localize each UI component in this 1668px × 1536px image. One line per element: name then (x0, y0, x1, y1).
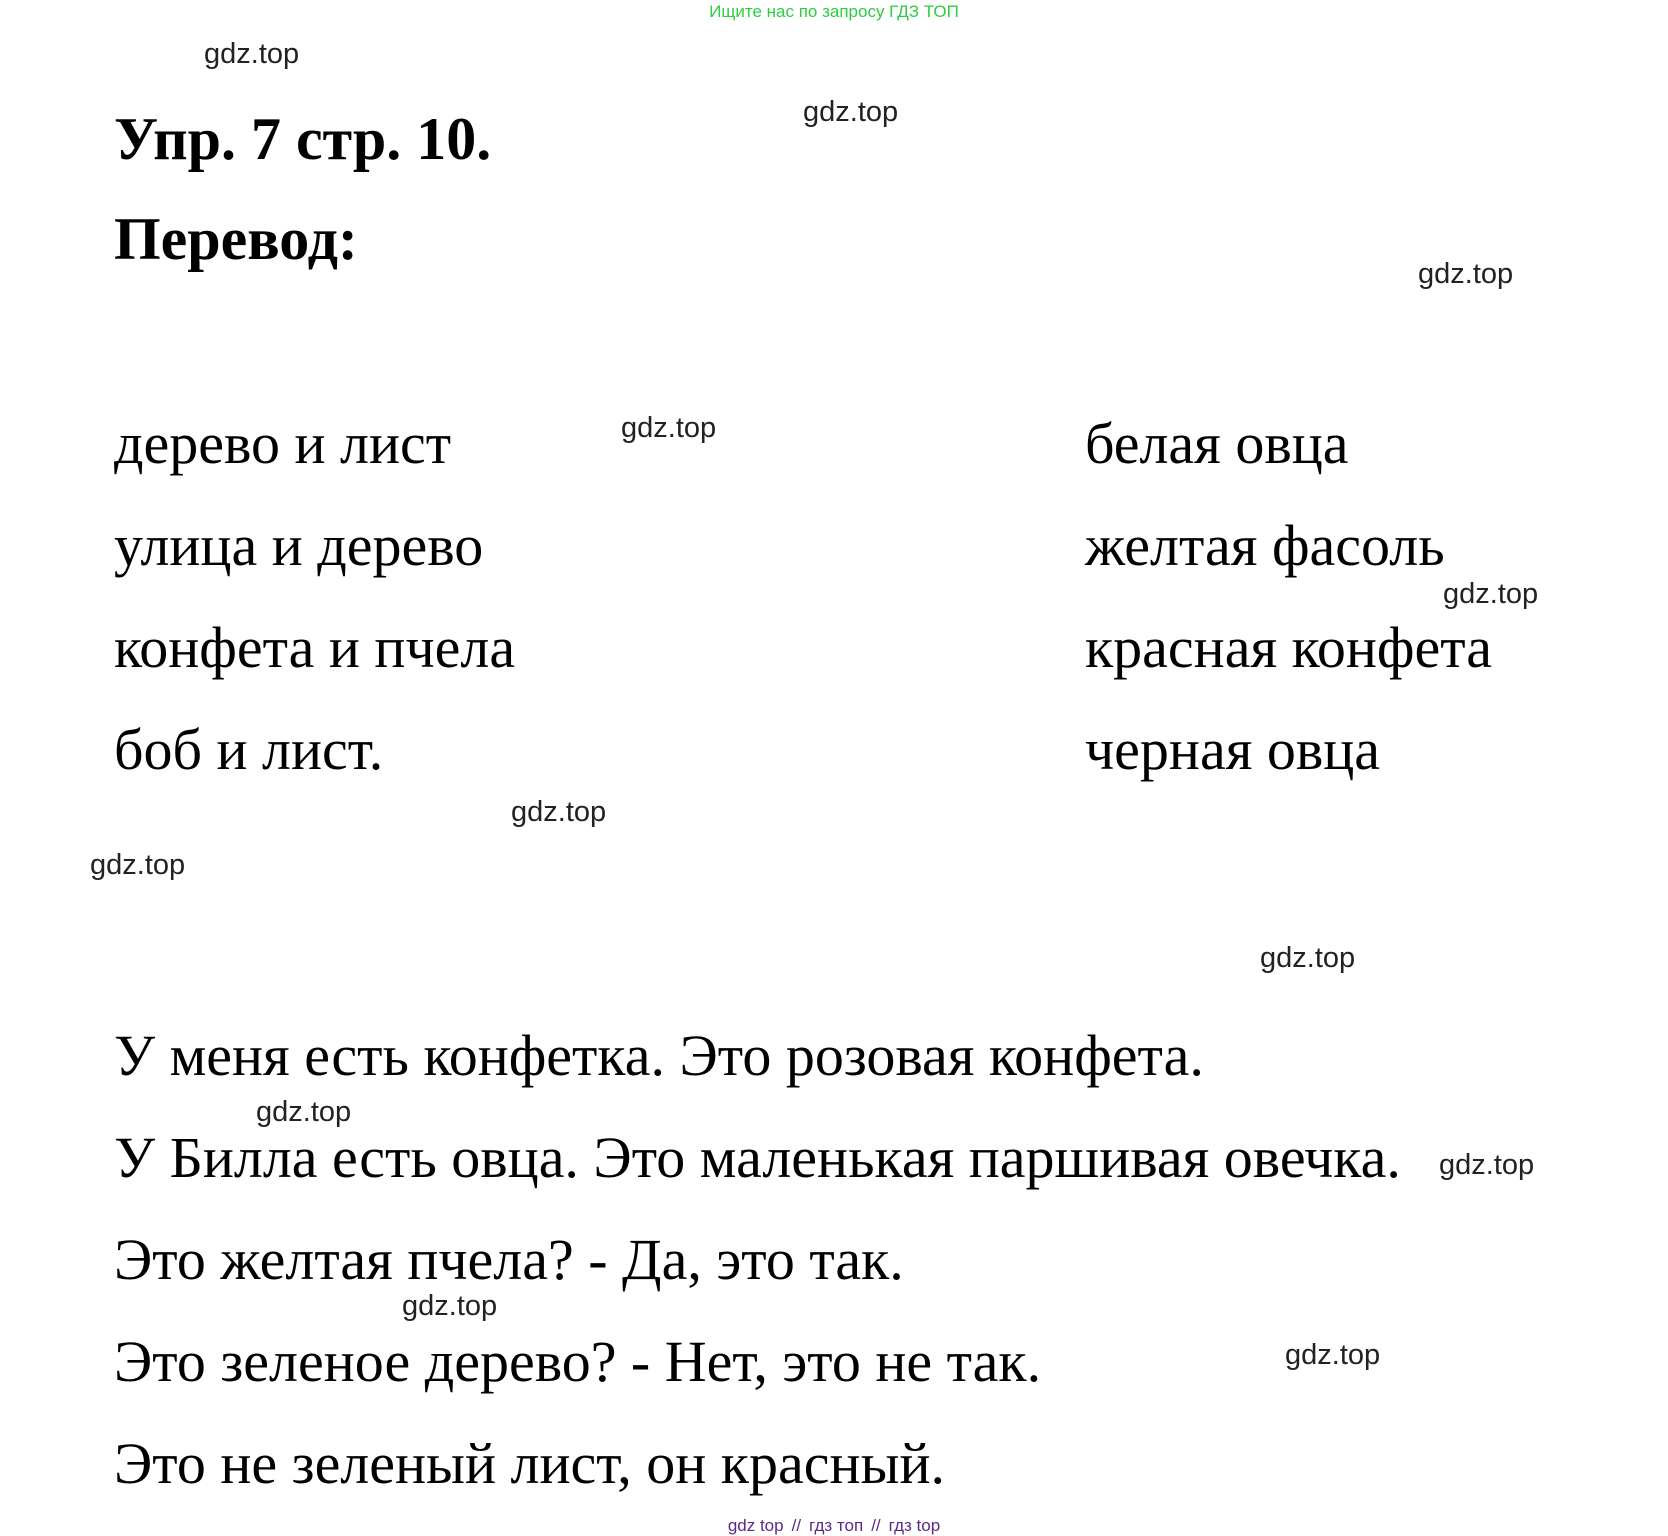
watermark: gdz.top (511, 796, 607, 828)
watermark: gdz.top (90, 849, 186, 881)
footer-links (0, 1516, 1668, 1536)
watermark: gdz.top (1439, 1149, 1535, 1181)
watermark: gdz.top (1260, 942, 1356, 974)
sentence-1: У меня есть конфетка. Это розовая конфета. (114, 1023, 1204, 1088)
phrase-right-2: желтая фасоль (1085, 513, 1445, 578)
footer-item-1: gdz top (727, 1516, 784, 1535)
watermark: gdz.top (1285, 1339, 1381, 1371)
footer-separator: // (791, 1516, 802, 1535)
phrase-left-3: конфета и пчела (114, 615, 516, 680)
sentence-5: Это не зеленый лист, он красный. (114, 1431, 946, 1496)
watermark: gdz.top (1418, 258, 1514, 290)
phrase-left-2: улица и дерево (114, 513, 484, 578)
watermark: gdz.top (1443, 578, 1539, 610)
translation-heading: Перевод: (114, 206, 358, 272)
sentence-3: Это желтая пчела? - Да, это так. (114, 1227, 904, 1292)
phrase-right-1: белая овца (1085, 411, 1349, 476)
watermark: gdz.top (204, 38, 300, 70)
sentence-2: У Билла есть овца. Это маленькая паршивая овечка. (114, 1125, 1401, 1190)
page-title: Упр. 7 стр. 10. (114, 106, 492, 172)
footer-item-2: гдз топ (809, 1516, 864, 1535)
watermark: gdz.top (256, 1096, 352, 1128)
phrase-right-4: черная овца (1085, 717, 1381, 782)
footer-separator: // (871, 1516, 881, 1535)
watermark: gdz.top (621, 412, 717, 444)
phrase-left-4: боб и лист. (114, 717, 384, 782)
footer-item-3: гдз top (888, 1516, 941, 1535)
watermark: gdz.top (402, 1290, 498, 1322)
phrase-left-1: дерево и лист (114, 411, 452, 476)
watermark: gdz.top (803, 96, 899, 128)
sentence-4: Это зеленое дерево? - Нет, это не так. (114, 1329, 1042, 1394)
phrase-right-3: красная конфета (1085, 615, 1493, 680)
top-banner: Ищите нас по запросу ГДЗ ТОП (709, 2, 959, 21)
